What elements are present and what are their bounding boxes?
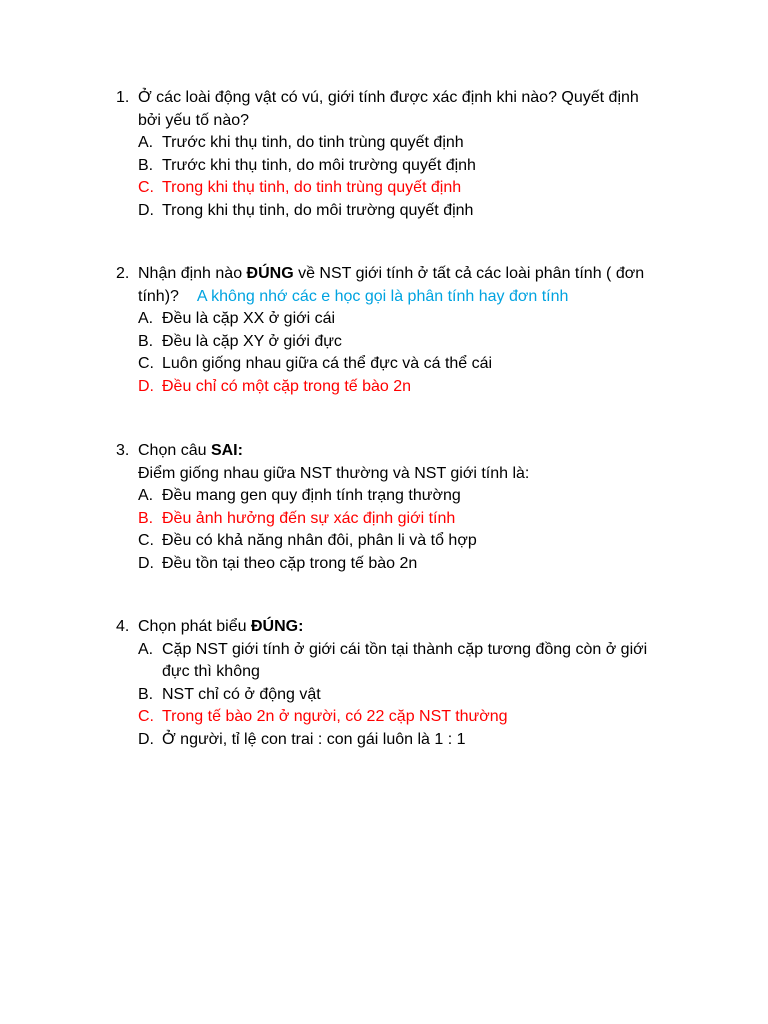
question-number: 4. [116,618,130,635]
option-b [138,155,676,178]
option-d [138,553,676,576]
option-text: Đều là cặp XY ở giới đực [162,332,342,350]
option-letter: C. [138,179,154,196]
option-a [138,132,676,155]
option-letter: A. [138,640,154,658]
option-b [138,684,676,707]
option-letter: B. [138,332,154,350]
option-letter: B. [138,509,154,527]
option-a [138,485,676,508]
option-text: Đều là cặp XX ở giới cái [162,310,336,327]
option-letter: D. [138,730,154,748]
option-letter: A. [138,310,154,327]
stem-text: Chọn câu [138,442,211,459]
option-letter: C. [138,708,154,725]
question-4 [116,616,676,751]
option-letter: D. [138,554,154,572]
option-text: Đều mang gen quy định tính trạng thường [162,487,461,504]
stem-emphasis: SAI: [210,442,243,459]
option-text: Trong khi thụ tinh, do tinh trùng quyết định [162,179,462,196]
question-stem [138,440,676,463]
stem-text: về NST giới tính ở tất cả các loài phân tính ( đơn [293,265,645,282]
option-text: Trong tế bào 2n ở người, có 22 cặp NST thường [162,708,508,725]
option-letter: B. [138,685,154,703]
option-a [138,308,676,331]
question-body [138,616,676,751]
option-c [138,353,676,376]
option-d [138,729,676,752]
option-text: Trước khi thụ tinh, do tinh trùng quyết định [162,134,464,151]
option-text: Trước khi thụ tinh, do môi trường quyết định [162,156,476,174]
option-text-continued: đực thì không [162,663,260,680]
question-stem-continued [138,286,676,309]
option-text: NST chỉ có ở động vật [162,685,321,703]
question-2 [116,263,676,398]
option-letter: A. [138,134,154,151]
question-stem-continued: Điểm giống nhau giữa NST thường và NST giới tính là: [138,464,530,482]
option-d-correct [138,376,676,399]
question-1 [116,87,676,222]
question-stem [138,616,676,639]
question-body [138,87,676,222]
question-stem [138,263,676,286]
stem-text: Nhận định nào [138,265,247,282]
option-letter: C. [138,355,154,372]
option-c [138,530,676,553]
option-text: Ở người, tỉ lệ con trai : con gái luôn là 1 : 1 [162,730,466,748]
option-letter: D. [138,201,154,219]
question-body [138,440,676,575]
question-3 [116,440,676,575]
question-stem-continued: bởi yếu tố nào? [138,111,250,129]
option-b [138,331,676,354]
option-a [138,639,676,684]
stem-text: Chọn phát biểu [138,618,251,635]
option-b-correct [138,508,676,531]
question-body [138,263,676,398]
option-c-correct [138,177,676,200]
stem-emphasis: ĐÚNG: [250,618,304,635]
option-text: Đều tồn tại theo cặp trong tế bào 2n [162,554,418,572]
option-letter: C. [138,532,154,549]
option-text: Đều có khả năng nhân đôi, phân li và tổ hợp [162,532,477,549]
option-letter: A. [138,487,154,504]
question-number: 2. [116,265,130,282]
option-d [138,200,676,223]
question-stem: Ở các loài động vật có vú, giới tính được xác định khi nào? Quyết định [138,89,639,106]
stem-emphasis: ĐÚNG [246,265,294,282]
option-text: Cặp NST giới tính ở giới cái tồn tại thành cặp tương đồng còn ở giới [162,640,648,658]
option-c-correct [138,706,676,729]
option-text: Trong khi thụ tinh, do môi trường quyết định [162,201,474,219]
question-number: 3. [116,442,130,459]
option-text: Luôn giống nhau giữa cá thể đực và cá thể cái [162,355,493,372]
option-text: Đều ảnh hưởng đến sự xác định giới tính [162,509,456,527]
teacher-note: A không nhớ các e học gọi là phân tính hay đơn tính [196,287,569,305]
option-letter: D. [138,377,154,395]
stem-text: tính)? [138,287,179,305]
option-text: Đều chỉ có một cặp trong tế bào 2n [162,377,412,395]
option-letter: B. [138,156,154,174]
question-number: 1. [116,89,130,106]
